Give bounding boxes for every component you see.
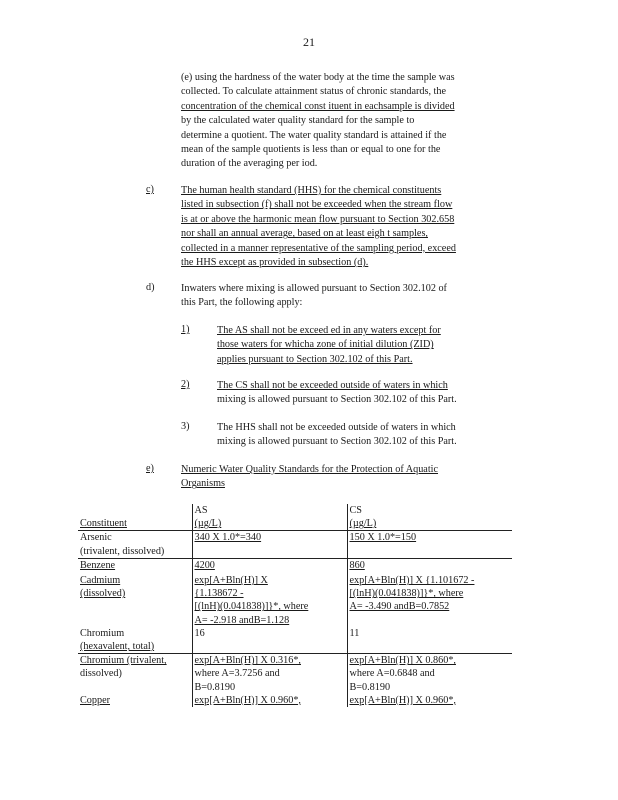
sub-item-hhs-standard: [217, 421, 502, 450]
text-line: concentration of the chemical const ituent in eachsample is divided: [181, 100, 455, 112]
text-line: Organisms: [181, 478, 225, 490]
text-line: Numeric Water Quality Standards for the Protection of Aquatic: [181, 464, 439, 475]
table-row: [78, 531, 512, 558]
text-line: The AS shall not be exceed ed in any waters except for: [217, 325, 441, 336]
paragraph-human-health-standard: [181, 184, 503, 270]
as-value-cell: 4200: [192, 558, 347, 574]
item-label-e: e): [146, 463, 154, 474]
text-line: is at or above the harmonic mean flow pursuant to Section 302.658: [181, 213, 455, 225]
item-label-d: d): [146, 282, 155, 293]
constituent-cell: Arsenic (trivalent, dissolved): [78, 531, 192, 558]
sub-item-label-3: 3): [181, 421, 190, 432]
constituent-cell: Cadmium (dissolved): [80, 575, 126, 600]
sub-item-label-1: 1): [181, 324, 190, 335]
cs-value-cell: exp[A+Bln(H)] X 0.960*,: [347, 694, 512, 707]
text-line: duration of the averaging per iod.: [181, 158, 318, 170]
cs-title: CS: [349, 505, 362, 516]
cs-value-cell: 11: [347, 627, 512, 654]
cs-value-cell: 150 X 1.0*=150: [347, 531, 512, 558]
sub-item-label-2: 2): [181, 379, 190, 390]
table-row: [78, 574, 512, 627]
column-header-cs: [347, 504, 512, 531]
table-row: [78, 558, 512, 574]
text-line: Inwaters where mixing is allowed pursuant to Section 302.102 of: [181, 283, 447, 294]
constituent-cell: Benzene: [78, 558, 192, 574]
sub-item-acute-standard: [217, 324, 502, 367]
constituent-cell: Chromium (hexavalent, total): [80, 627, 155, 653]
item-label-c: c): [146, 184, 154, 195]
table-row: [78, 654, 512, 694]
column-header-constituent: Constituent: [80, 518, 127, 530]
table-row: [78, 694, 512, 707]
section-heading-aquatic-standards: [181, 463, 503, 492]
as-title: AS: [194, 505, 208, 516]
paragraph-hardness-continuation: [181, 71, 503, 172]
text-line: collected in a manner representative of the sampling period, exceed: [181, 242, 456, 254]
sub-item-chronic-standard: [217, 379, 502, 408]
text-line: listed in subsection (f) shall not be exceeded when the stream flow: [181, 199, 453, 211]
table-row: [78, 627, 512, 654]
cs-value-cell: 860: [347, 558, 512, 574]
column-header-as: [192, 504, 347, 531]
text-line: nor shall an annual average, based on at least eigh t samples,: [181, 228, 428, 240]
as-value-cell: 16: [192, 627, 347, 654]
constituent-cell: Copper: [80, 694, 110, 706]
text-line: The CS shall not be exceeded outside of waters in which: [217, 380, 448, 391]
text-line: applies pursuant to Section 302.102 of this Part.: [217, 353, 413, 365]
water-quality-standards-table: [78, 504, 512, 707]
text-line: the HHS except as provided in subsection (d).: [181, 257, 369, 269]
text-line: collected. To calculate attainment status of chronic standards, the: [181, 86, 447, 98]
page-number: 21: [303, 35, 315, 49]
as-value-cell: exp[A+Bln(H)] X 0.960*,: [192, 694, 347, 707]
text-line: (e) using the hardness of the water body at the time the sample was: [181, 72, 455, 83]
as-value-cell: 340 X 1.0*=340: [192, 531, 347, 558]
cs-units: (µg/L): [349, 518, 377, 530]
text-line: mixing is allowed pursuant to Section 302.102 of this Part.: [217, 436, 457, 448]
text-line: The human health standard (HHS) for the chemical constituents: [181, 185, 442, 196]
text-line: mixing is allowed pursuant to Section 302.102 of this Part.: [217, 394, 457, 406]
as-value-cell: exp[A+Bln(H)] X 0.316*, where A=3.7256 and B=0.8190: [192, 654, 347, 694]
cs-value-cell: exp[A+Bln(H)] X {1.101672 - [(lnH)(0.041838)]}*, where A= -3.490 andB=0.7852: [347, 574, 512, 627]
text-line: mean of the sample quotients is less than or equal to one for the: [181, 144, 441, 156]
text-line: this Part, the following apply:: [181, 297, 303, 309]
as-value-cell: exp[A+Bln(H)] X {1.138672 - [(lnH)(0.041838)]}*, where A= -2.918 andB=1.128: [192, 574, 347, 627]
text-line: those waters for whicha zone of initial dilution (ZID): [217, 339, 434, 351]
text-line: The HHS shall not be exceeded outside of waters in which: [217, 422, 456, 433]
constituent-cell: Chromium (trivalent, dissolved): [78, 654, 192, 694]
text-line: determine a quotient. The water quality standard is attained if the: [181, 129, 447, 141]
paragraph-mixing-waters: [181, 282, 503, 311]
cs-value-cell: exp[A+Bln(H)] X 0.860*, where A=0.6848 and B=0.8190: [347, 654, 512, 694]
text-line: by the calculated water quality standard for the sample to: [181, 115, 415, 127]
table-header-row: [78, 504, 512, 531]
as-units: (µg/L): [194, 518, 222, 530]
